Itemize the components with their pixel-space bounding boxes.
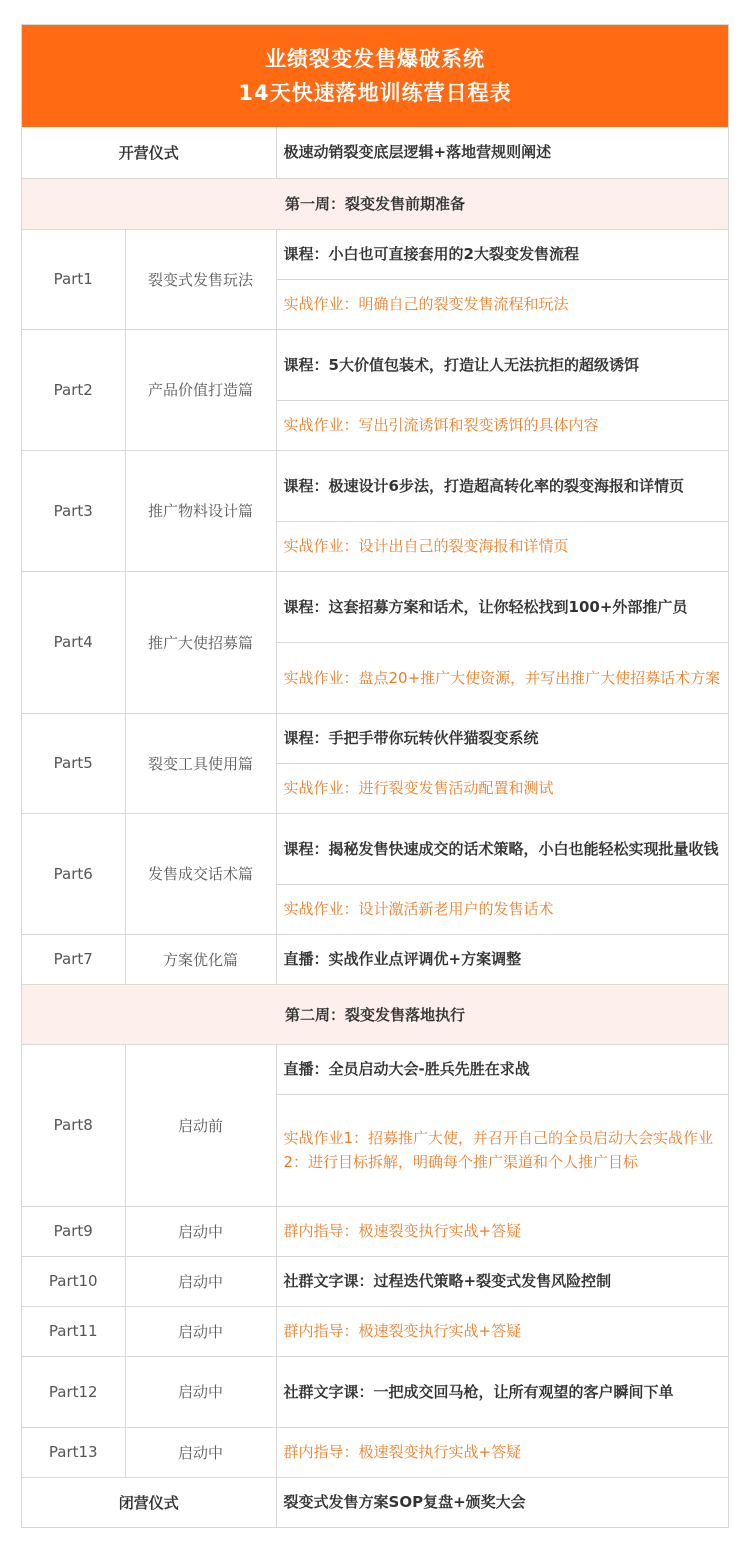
homework-text: 实战作业：进行裂变发售活动配置和测试: [276, 763, 728, 813]
closing-content: 裂变式发售方案SOP复盘+颁奖大会: [276, 1477, 728, 1527]
part-number: Part2: [22, 329, 125, 450]
opening-row: [22, 127, 728, 178]
part-number: Part9: [22, 1206, 125, 1256]
part-topic: 产品价值打造篇: [125, 329, 276, 450]
homework-text: 实战作业：设计出自己的裂变海报和详情页: [276, 521, 728, 571]
part7-row: [22, 934, 728, 984]
course-text: 直播：全员启动大会-胜兵先胜在求战: [276, 1044, 728, 1094]
part1-course-row: [22, 229, 728, 279]
part-number: Part11: [22, 1306, 125, 1356]
part-number: Part7: [22, 934, 125, 984]
homework-text: 实战作业：盘点20+推广大使资源，并写出推广大使招募话术方案: [276, 642, 728, 713]
opening-label: 开营仪式: [22, 127, 276, 178]
course-text: 课程：小白也可直接套用的2大裂变发售流程: [276, 229, 728, 279]
part-topic: 启动中: [125, 1256, 276, 1306]
part-number: Part8: [22, 1044, 125, 1206]
part-topic: 启动中: [125, 1356, 276, 1427]
title-banner: [22, 25, 728, 127]
lesson-text: 社群文字课：过程迭代策略+裂变式发售风险控制: [276, 1256, 728, 1306]
part-number: Part1: [22, 229, 125, 329]
week1-title: 第一周：裂变发售前期准备: [22, 178, 728, 229]
course-text: 课程：5大价值包装术，打造让人无法抗拒的超级诱饵: [276, 329, 728, 400]
part-topic: 推广物料设计篇: [125, 450, 276, 571]
part13-row: [22, 1427, 728, 1477]
week1-header-row: [22, 178, 728, 229]
part-number: Part12: [22, 1356, 125, 1427]
part-topic: 启动前: [125, 1044, 276, 1206]
part-number: Part5: [22, 713, 125, 813]
guide-text: 群内指导：极速裂变执行实战+答疑: [276, 1306, 728, 1356]
part-topic: 裂变工具使用篇: [125, 713, 276, 813]
part6-course-row: [22, 813, 728, 884]
part-number: Part10: [22, 1256, 125, 1306]
course-text: 直播：实战作业点评调优+方案调整: [276, 934, 728, 984]
part-number: Part4: [22, 571, 125, 713]
homework-text: 实战作业：设计激活新老用户的发售话术: [276, 884, 728, 934]
title-line-2: 14天快速落地训练营日程表: [238, 81, 512, 105]
part8-course-row: [22, 1044, 728, 1094]
course-text: 课程：手把手带你玩转伙伴猫裂变系统: [276, 713, 728, 763]
part12-row: [22, 1356, 728, 1427]
part10-row: [22, 1256, 728, 1306]
homework-text: 实战作业：明确自己的裂变发售流程和玩法: [276, 279, 728, 329]
part-topic: 启动中: [125, 1306, 276, 1356]
part-topic: 方案优化篇: [125, 934, 276, 984]
part3-course-row: [22, 450, 728, 521]
closing-label: 闭营仪式: [22, 1477, 276, 1527]
course-text: 课程：揭秘发售快速成交的话术策略，小白也能轻松实现批量收钱: [276, 813, 728, 884]
homework-text: 实战作业：写出引流诱饵和裂变诱饵的具体内容: [276, 400, 728, 450]
week2-header-row: [22, 984, 728, 1044]
schedule-sheet: [21, 24, 729, 1528]
part4-course-row: [22, 571, 728, 642]
week2-title: 第二周：裂变发售落地执行: [22, 984, 728, 1044]
homework-text: 实战作业1：招募推广大使，并召开自己的全员启动大会实战作业2：进行目标拆解，明确每个推广渠道和个人推广目标: [276, 1094, 728, 1206]
part-topic: 裂变式发售玩法: [125, 229, 276, 329]
part9-row: [22, 1206, 728, 1256]
part-number: Part6: [22, 813, 125, 934]
opening-content: 极速动销裂变底层逻辑+落地营规则阐述: [276, 127, 728, 178]
course-text: 课程：这套招募方案和话术，让你轻松找到100+外部推广员: [276, 571, 728, 642]
closing-row: [22, 1477, 728, 1527]
part-number: Part3: [22, 450, 125, 571]
guide-text: 群内指导：极速裂变执行实战+答疑: [276, 1427, 728, 1477]
part2-course-row: [22, 329, 728, 400]
part-topic: 启动中: [125, 1427, 276, 1477]
title-line-1: 业绩裂变发售爆破系统: [265, 47, 485, 71]
part-topic: 启动中: [125, 1206, 276, 1256]
guide-text: 群内指导：极速裂变执行实战+答疑: [276, 1206, 728, 1256]
lesson-text: 社群文字课：一把成交回马枪，让所有观望的客户瞬间下单: [276, 1356, 728, 1427]
part5-course-row: [22, 713, 728, 763]
schedule-table: [22, 127, 728, 1528]
part11-row: [22, 1306, 728, 1356]
course-text: 课程：极速设计6步法，打造超高转化率的裂变海报和详情页: [276, 450, 728, 521]
part-number: Part13: [22, 1427, 125, 1477]
part-topic: 发售成交话术篇: [125, 813, 276, 934]
part-topic: 推广大使招募篇: [125, 571, 276, 713]
